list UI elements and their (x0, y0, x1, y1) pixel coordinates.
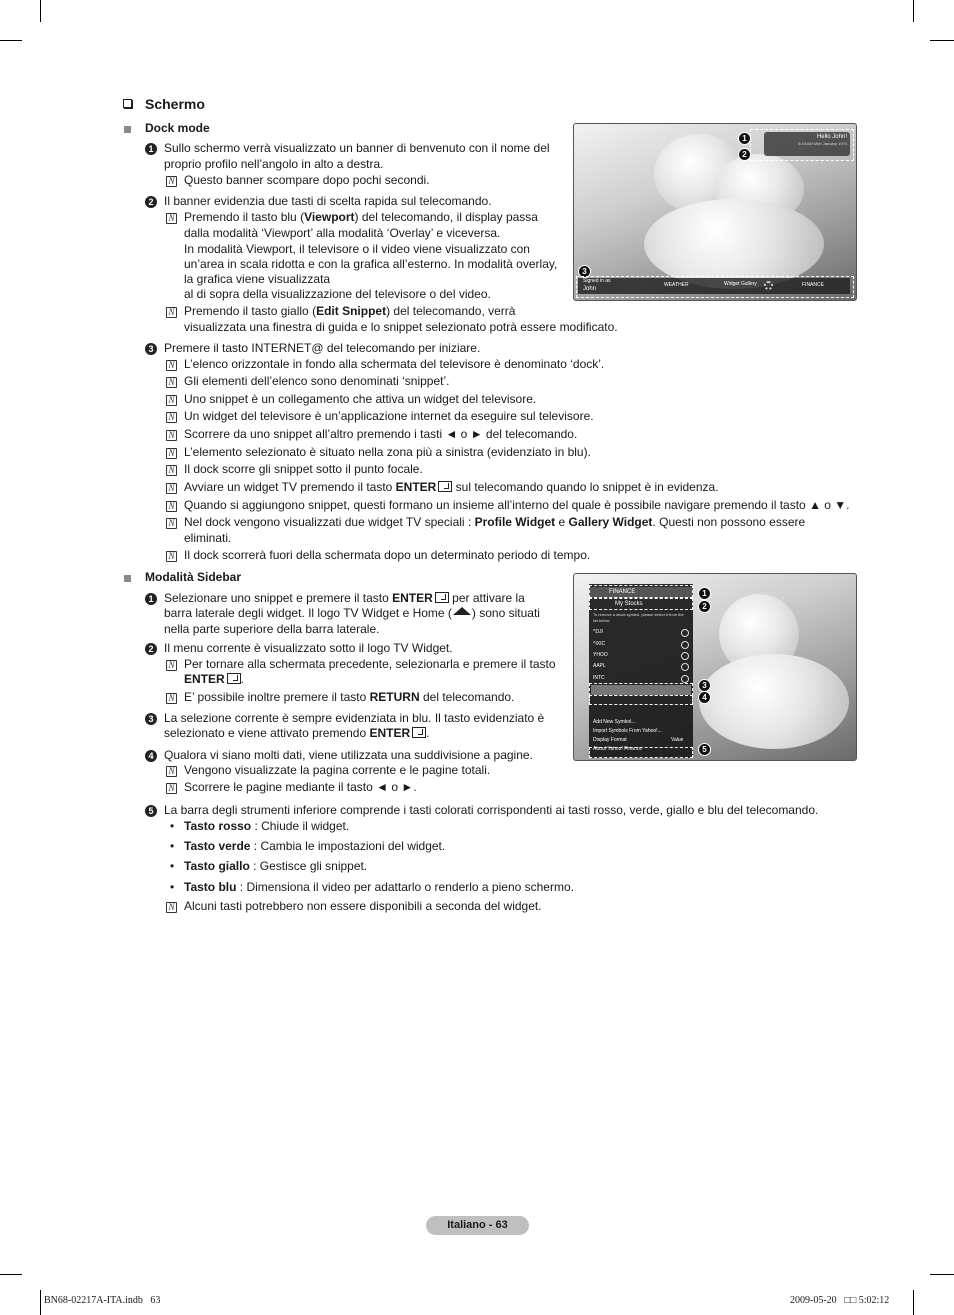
sidebar-submenu: My Stocks (615, 601, 643, 607)
banner-hello: Hello John! (816, 134, 847, 140)
overlay-number-3: 3 (698, 679, 711, 692)
toolbar-highlight (589, 747, 693, 758)
number-1-icon: 1 (145, 143, 157, 155)
note-icon: N (166, 501, 177, 512)
dock-mode-heading: Dock mode (145, 121, 210, 135)
widget-sidebar (589, 584, 693, 758)
sidebar-item4: Qualora vi siano molti dati, viene utilizzata una suddivisione a pagine. (164, 748, 533, 762)
remove-icon (681, 652, 689, 660)
stock-row: INTC (593, 675, 605, 681)
dock-item3-note: Gli elementi dell’elenco sono denominati ‘snippet’. (184, 374, 450, 388)
dock-special-note: Nel dock vengono visualizzati due widget TV speciali : Profile Widget e Gallery Widget. Questi non possono essere (184, 515, 806, 529)
dock-item2: Il banner evidenzia due tasti di scelta rapida sul telecomando. (164, 194, 492, 208)
sidebar-mode-screenshot (573, 573, 857, 761)
square-bullet-icon (124, 575, 131, 582)
dock-special-note-line2: eliminati. (184, 531, 232, 545)
note-icon: N (166, 213, 177, 224)
number-2-icon: 2 (145, 643, 157, 655)
dock-user: John (583, 286, 597, 292)
bullet: • (170, 819, 175, 833)
overlay-number-2: 2 (698, 600, 711, 613)
sidebar-item2-note1-enter: ENTER . (184, 672, 245, 686)
enter-icon (435, 592, 449, 603)
note-icon: N (166, 660, 177, 671)
sidebar-heading: Modalità Sidebar (145, 570, 242, 584)
dock-signed-in: Signed in as (583, 278, 611, 284)
sidebar-item1-line3: nella parte superiore della barra laterale. (164, 622, 380, 636)
dock-item3-note: Scorrere da uno snippet all’altro premendo i tasti ◄ o ► del telecomando. (184, 427, 578, 441)
button-desc-blue: Tasto blu : Dimensiona il video per adattarlo o renderlo a pieno schermo. (184, 880, 574, 894)
menu-item: Display Format (593, 737, 627, 743)
footer-timestamp: 2009-05-20 □□ 5:02:12 (790, 1295, 890, 1306)
overlay-number-2: 2 (738, 148, 751, 161)
home-icon (453, 607, 471, 615)
note-icon: N (166, 766, 177, 777)
number-5-icon: 5 (145, 805, 157, 817)
note-icon: N (166, 395, 177, 406)
note-icon: N (166, 412, 177, 423)
checkbox-icon (123, 99, 132, 108)
remove-icon (681, 663, 689, 671)
banner-time: 5:15 AM Mon January 1970 (798, 141, 847, 146)
sidebar-item4-note: Scorrere le pagine mediante il tasto ◄ o ►. (184, 780, 417, 794)
polar-bear-image (699, 654, 849, 749)
sidebar-item2-note1: Per tornare alla schermata precedente, selezionarla e premere il tasto (184, 657, 556, 671)
gear-icon (764, 281, 773, 290)
stock-row: ^IXIC (593, 641, 606, 647)
note-icon: N (166, 307, 177, 318)
sidebar-item2-note2: E’ possibile inoltre premere il tasto RETURN del telecomando. (184, 690, 515, 704)
dock-item2-note1-line: dalla modalità ‘Viewport’ alla modalità ‘Overlay’ e viceversa. (184, 226, 501, 240)
bullet: • (170, 880, 175, 894)
welcome-banner (764, 132, 850, 156)
menu-item: Import Symbols From Yahoo!... (593, 728, 662, 734)
footer-file: BN68-02217A-ITA.indb 63 (44, 1295, 161, 1306)
bullet: • (170, 839, 175, 853)
sidebar-item3-line1: La selezione corrente è sempre evidenziata in blu. Il tasto evidenziato è (164, 711, 545, 725)
number-3-icon: 3 (145, 713, 157, 725)
sidebar-item5: La barra degli strumenti inferiore comprende i tasti colorati corrispondenti ai tasti rosso, verde, giallo e blu del telecomando. (164, 803, 819, 817)
dock-nav-note: Quando si aggiungono snippet, questi formano un insieme all’interno del quale è possibile navigare premendo il tasto ▲ o ▼. (184, 498, 850, 512)
number-4-icon: 4 (145, 750, 157, 762)
note-icon: N (166, 360, 177, 371)
dock-bar (578, 278, 850, 294)
display-format-value: Value (671, 737, 684, 743)
note-icon: N (166, 377, 177, 388)
bullet: • (170, 859, 175, 873)
dock-item2-note1-line: al di sopra della visualizzazione del televisore o del video. (184, 287, 491, 301)
dock-item1-line1: Sullo schermo verrà visualizzato un banner di benvenuto con il nome del (164, 141, 550, 155)
dock-item2-note2: Premendo il tasto giallo (Edit Snippet) del telecomando, verrà (184, 304, 516, 318)
number-1-icon: 1 (145, 593, 157, 605)
dock-item1-line2: proprio profilo nell’angolo in alto a destra. (164, 157, 384, 171)
button-desc-green: Tasto verde : Cambia le impostazioni del widget. (184, 839, 446, 853)
note-icon: N (166, 693, 177, 704)
header-highlight (589, 585, 693, 598)
remove-icon (681, 675, 689, 683)
overlay-number-1: 1 (698, 587, 711, 600)
dock-item3-note: L’elemento selezionato è situato nella zona più a sinistra (evidenziato in blu). (184, 445, 591, 459)
sidebar-header-label: FINANCE (609, 589, 636, 595)
note-icon: N (166, 518, 177, 529)
dock-mode-screenshot (573, 123, 857, 301)
sidebar-item4-note: Vengono visualizzate la pagina corrente e le pagine totali. (184, 763, 491, 777)
dock-last-note: Il dock scorrerà fuori della schermata dopo un determinato periodo di tempo. (184, 548, 591, 562)
note-icon: N (166, 465, 177, 476)
menu-item: Add New Symbol... (593, 719, 636, 725)
note-icon: N (166, 783, 177, 794)
dock-item3-note: Il dock scorre gli snippet sotto il punto focale. (184, 462, 423, 476)
section-title: Schermo (145, 96, 205, 112)
overlay-number-3: 3 (578, 265, 591, 278)
sidebar-hint: To remove a stock symbol, please select it from the list below (593, 612, 684, 623)
square-bullet-icon (124, 126, 131, 133)
note-icon: N (166, 430, 177, 441)
note-icon: N (166, 483, 177, 494)
dock-item2-note1-line: In modalità Viewport, il televisore o il video viene visualizzato con (184, 242, 530, 256)
stock-row: AAPL (593, 663, 606, 669)
note-icon: N (166, 448, 177, 459)
stock-row: ^DJI (593, 629, 603, 635)
dock-gallery: Widget Gallery (724, 281, 757, 287)
pager-highlight (589, 695, 693, 705)
button-desc-yellow: Tasto giallo : Gestisce gli snippet. (184, 859, 368, 873)
note-icon: N (166, 551, 177, 562)
dock-weather: WEATHER (664, 282, 689, 288)
dock-item2-note1: Premendo il tasto blu (Viewport) del telecomando, il display passa (184, 210, 538, 224)
sidebar-item3-line2: selezionato e viene attivato premendo ENTER . (164, 726, 430, 740)
overlay-number-5: 5 (698, 743, 711, 756)
enter-icon (438, 481, 452, 492)
note-icon: N (166, 176, 177, 187)
dock-finance: FINANCE (802, 282, 824, 288)
remove-icon (681, 641, 689, 649)
dock-item3-note: Uno snippet è un collegamento che attiva un widget del televisore. (184, 392, 537, 406)
sidebar-item2: Il menu corrente è visualizzato sotto il logo TV Widget. (164, 641, 453, 655)
dock-item2-note1-line: un’area in scala ridotta e con la grafica all’esterno. In modalità overlay, (184, 257, 558, 271)
sidebar-item1-line1: Selezionare uno snippet e premere il tasto ENTER per attivare la (164, 591, 525, 605)
dock-item2-note2-line2: visualizzata una finestra di guida e lo snippet selezionato potrà essere modificato. (184, 320, 618, 334)
enter-icon (412, 727, 426, 738)
menu-item: About Yahoo! Finance (593, 746, 643, 752)
dock-item3-note: Un widget del televisore è un’applicazione internet da eseguire sul televisore. (184, 409, 594, 423)
overlay-number-1: 1 (738, 132, 751, 145)
note-icon: N (166, 902, 177, 913)
dock-item3: Premere il tasto INTERNET@ del telecomando per iniziare. (164, 341, 481, 355)
submenu-highlight (589, 598, 693, 610)
enter-icon (227, 673, 241, 684)
dock-enter-note: Avviare un widget TV premendo il tasto ENTER sul telecomando quando lo snippet è in evidenza. (184, 480, 719, 494)
dock-item2-note1-line: la grafica viene visualizzata (184, 272, 331, 286)
remove-icon (681, 629, 689, 637)
number-2-icon: 2 (145, 196, 157, 208)
dock-item3-note: L’elenco orizzontale in fondo alla schermata del televisore è denominato ‘dock’. (184, 357, 605, 371)
button-desc-red: Tasto rosso : Chiude il widget. (184, 819, 350, 833)
overlay-number-4: 4 (698, 691, 711, 704)
sidebar-item1-line2: barra laterale degli widget. Il logo TV Widget e Home ( ) sono situati (164, 606, 540, 620)
number-3-icon: 3 (145, 343, 157, 355)
stock-row: YHOO (593, 652, 608, 658)
dock-item1-note: Questo banner scompare dopo pochi secondi. (184, 173, 430, 187)
page-number-badge: Italiano - 63 (426, 1216, 529, 1235)
sidebar-final-note: Alcuni tasti potrebbero non essere disponibili a seconda del widget. (184, 899, 542, 913)
